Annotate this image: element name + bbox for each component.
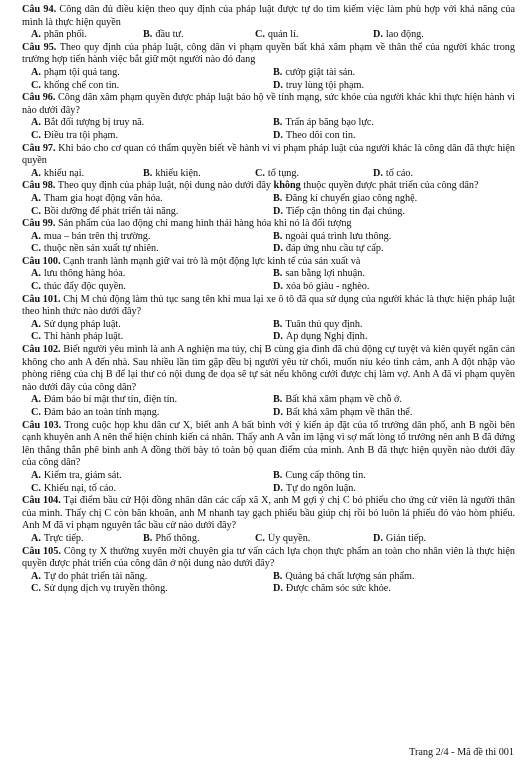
question-emphasis: không bbox=[273, 180, 301, 192]
question-block bbox=[22, 294, 515, 344]
answer-option bbox=[31, 483, 273, 496]
option-text: Phổ thông. bbox=[155, 532, 200, 544]
question-block bbox=[22, 420, 515, 496]
answer-option bbox=[31, 243, 273, 256]
option-text: phân phối. bbox=[43, 29, 87, 41]
option-letter: B. bbox=[273, 394, 283, 406]
question-block bbox=[22, 42, 515, 92]
answer-options bbox=[22, 394, 515, 419]
question-stem bbox=[22, 92, 515, 117]
answer-option bbox=[31, 268, 273, 281]
option-text: khiếu nại. bbox=[43, 167, 85, 179]
option-letter: D. bbox=[373, 532, 383, 544]
option-letter: B. bbox=[273, 268, 283, 280]
answer-option bbox=[31, 206, 273, 219]
question-stem bbox=[22, 495, 515, 533]
option-text: thuộc nền sản xuất tự nhiên. bbox=[43, 243, 159, 255]
option-text: Ủy quyền. bbox=[267, 532, 311, 544]
option-text: cướp giật tài sản. bbox=[285, 66, 356, 78]
answer-option bbox=[273, 483, 515, 496]
option-text: thúc đẩy độc quyền. bbox=[43, 281, 126, 293]
option-text: Thi hành pháp luật. bbox=[43, 331, 124, 343]
answer-options bbox=[22, 168, 515, 181]
option-letter: C. bbox=[31, 79, 41, 91]
option-text: Tự do ngôn luận. bbox=[285, 482, 356, 494]
question-text: Trong cuộc họp khu dân cư X, biết anh A bất bình với ý kiến áp đặt của tổ trưởng dân phố, anh B ngồi bên cạnh khuyên anh A nên thể hiện chính kiến cá nhân. Thấy anh A vẫn im lặng vì sợ mất lòng tổ trưởng nên anh B đã đứng lên thẳng thắn phê bình anh A đồng thời bày tỏ toàn bộ quan điểm của mình. Anh B đã thực hiện quyền nào dưới đây của công dân? bbox=[22, 419, 515, 469]
option-text: Đảm bảo bí mật thư tín, điện tín. bbox=[43, 394, 178, 406]
question-number: Câu 100. bbox=[22, 255, 61, 267]
answer-option bbox=[31, 394, 273, 407]
option-text: Sử dụng dịch vụ truyền thông. bbox=[43, 583, 168, 595]
question-block bbox=[22, 180, 515, 218]
option-letter: A. bbox=[31, 192, 41, 204]
option-letter: B. bbox=[273, 192, 283, 204]
question-stem bbox=[22, 4, 515, 29]
option-letter: B. bbox=[143, 29, 153, 41]
question-block bbox=[22, 495, 515, 545]
option-letter: B. bbox=[273, 230, 283, 242]
option-letter: B. bbox=[273, 66, 283, 78]
answer-option bbox=[373, 168, 515, 181]
answer-options bbox=[22, 67, 515, 92]
option-text: Cung cấp thông tin. bbox=[285, 469, 366, 481]
option-letter: A. bbox=[31, 29, 41, 41]
option-text: Bất khả xâm phạm về thân thể. bbox=[285, 407, 413, 418]
option-letter: C. bbox=[255, 532, 265, 544]
answer-option bbox=[255, 168, 373, 181]
option-letter: A. bbox=[31, 469, 41, 481]
option-text: Sử dụng pháp luật. bbox=[43, 318, 121, 330]
option-letter: C. bbox=[255, 167, 265, 179]
answer-option bbox=[31, 29, 143, 42]
question-number: Câu 95. bbox=[22, 41, 57, 53]
option-letter: C. bbox=[31, 129, 41, 141]
question-stem bbox=[22, 143, 515, 168]
answer-option bbox=[273, 319, 515, 332]
answer-option bbox=[273, 130, 515, 143]
option-letter: A. bbox=[31, 532, 41, 544]
option-text: xóa bỏ giàu - nghèo. bbox=[285, 281, 370, 293]
answer-option bbox=[273, 67, 515, 80]
question-number: Câu 103. bbox=[22, 419, 62, 431]
answer-option bbox=[273, 243, 515, 256]
answer-option bbox=[255, 29, 373, 42]
question-stem bbox=[22, 294, 515, 319]
question-stem bbox=[22, 344, 515, 394]
answer-option bbox=[31, 67, 273, 80]
option-letter: A. bbox=[31, 570, 41, 582]
answer-option bbox=[273, 394, 515, 407]
question-block bbox=[22, 218, 515, 256]
answer-option bbox=[273, 206, 515, 219]
answer-option bbox=[31, 533, 143, 546]
option-text: Theo dõi con tin. bbox=[285, 129, 356, 141]
option-letter: A. bbox=[31, 167, 41, 179]
option-text: Được chăm sóc sức khỏe. bbox=[285, 583, 391, 595]
question-text: Chị M chủ động làm thủ tục sang tên khi mua lại xe ô tô đã qua sử dụng của người khác là thực hiện pháp luật theo hình thức nào dưới đây? bbox=[22, 293, 516, 318]
option-text: lưu thông hàng hóa. bbox=[43, 268, 126, 280]
answer-option bbox=[273, 193, 515, 206]
answer-option bbox=[31, 407, 273, 420]
option-text: Đảm bảo an toàn tính mạng. bbox=[43, 407, 160, 418]
answer-option bbox=[255, 533, 373, 546]
question-number: Câu 94. bbox=[22, 4, 57, 15]
answer-option bbox=[273, 268, 515, 281]
option-letter: C. bbox=[31, 205, 41, 217]
answer-option bbox=[31, 193, 273, 206]
question-text: Theo quy định của pháp luật, nội dung nào dưới đây bbox=[57, 180, 274, 192]
answer-option bbox=[31, 571, 273, 584]
answer-options bbox=[22, 571, 515, 596]
option-text: Đăng kí chuyển giao công nghệ. bbox=[285, 192, 418, 204]
question-number: Câu 98. bbox=[22, 180, 56, 192]
answer-options bbox=[22, 29, 515, 42]
question-block bbox=[22, 4, 515, 42]
option-letter: B. bbox=[273, 318, 283, 330]
option-letter: A. bbox=[31, 117, 41, 129]
question-number: Câu 102. bbox=[22, 344, 61, 356]
question-block bbox=[22, 143, 515, 181]
option-letter: D. bbox=[373, 167, 383, 179]
option-letter: D. bbox=[273, 407, 283, 418]
option-letter: A. bbox=[31, 394, 41, 406]
option-letter: D. bbox=[273, 331, 283, 343]
answer-option bbox=[143, 168, 255, 181]
option-text: Tự do phát triển tài năng. bbox=[43, 570, 148, 582]
option-text: truy lùng tội phạm. bbox=[285, 79, 365, 91]
option-letter: B. bbox=[273, 117, 283, 129]
answer-options bbox=[22, 470, 515, 495]
option-text: Quảng bá chất lượng sản phẩm. bbox=[285, 570, 415, 582]
answer-option bbox=[31, 130, 273, 143]
option-letter: B. bbox=[273, 469, 283, 481]
option-letter: D. bbox=[273, 482, 283, 494]
option-letter: C. bbox=[31, 482, 41, 494]
option-text: đáp ứng nhu cầu tự cấp. bbox=[285, 243, 384, 255]
option-letter: C. bbox=[31, 281, 41, 293]
answer-option bbox=[373, 533, 515, 546]
question-text: Công ty X thường xuyên mời chuyên gia tư vấn cách lựa chọn thực phẩm an toàn cho nhân viên là thực hiện quyền được phát triển của công dân ở nội dung nào dưới đây? bbox=[22, 545, 515, 570]
answer-option bbox=[31, 331, 273, 344]
option-letter: B. bbox=[143, 167, 153, 179]
question-text: Tại điểm bầu cử Hội đồng nhân dân các cấp xã X, anh M gợi ý chị C bỏ phiếu cho ứng cử viên là người thân của mình. Thấy chị C còn băn khoăn, anh M nhanh tay gạch phiếu bầu giúp chị rồi bỏ luôn lá phiếu đó vào hòm phiếu. Anh M đã vi phạm nguyên tắc bầu cử nào dưới đây? bbox=[22, 495, 515, 532]
option-text: Bất khả xâm phạm về chỗ ở. bbox=[285, 394, 402, 406]
answer-option bbox=[273, 571, 515, 584]
answer-option bbox=[373, 29, 515, 42]
answer-option bbox=[273, 583, 515, 596]
answer-options bbox=[22, 117, 515, 142]
option-text: Trấn áp băng bạo lực. bbox=[285, 117, 374, 129]
question-text: Theo quy định của pháp luật, công dân vi phạm quyền bất khả xâm phạm về thân thể của người khác trong trường hợp tiến hành việc bắt giữ một người nào đó đang bbox=[22, 41, 515, 66]
question-block bbox=[22, 92, 515, 142]
option-letter: D. bbox=[273, 583, 283, 595]
answer-option bbox=[31, 168, 143, 181]
option-text: Kiểm tra, giám sát. bbox=[43, 469, 122, 481]
option-text: Gián tiếp. bbox=[385, 532, 427, 544]
answer-option bbox=[31, 117, 273, 130]
question-text: Công dân xâm phạm quyền được pháp luật bảo hộ về tính mạng, sức khỏe của người khác khi thực hiện hành vi nào dưới đây? bbox=[22, 92, 516, 116]
option-letter: C. bbox=[31, 331, 41, 343]
question-number: Câu 104. bbox=[22, 495, 61, 507]
answer-options bbox=[22, 319, 515, 344]
option-letter: C. bbox=[255, 29, 265, 41]
answer-option bbox=[273, 80, 515, 93]
option-text: san bằng lợi nhuận. bbox=[285, 268, 365, 280]
question-stem bbox=[22, 256, 515, 269]
option-letter: B. bbox=[273, 570, 283, 582]
option-text: Áp dụng Nghị định. bbox=[285, 331, 368, 343]
question-number: Câu 99. bbox=[22, 218, 56, 230]
answer-option bbox=[143, 533, 255, 546]
answer-option bbox=[31, 80, 273, 93]
answer-option bbox=[31, 319, 273, 332]
question-number: Câu 101. bbox=[22, 293, 61, 305]
option-letter: D. bbox=[273, 79, 283, 91]
question-block bbox=[22, 344, 515, 420]
option-text: tố tụng. bbox=[267, 167, 300, 179]
option-text: ngoài quá trình lưu thông. bbox=[285, 230, 392, 242]
answer-option bbox=[143, 29, 255, 42]
question-number: Câu 96. bbox=[22, 92, 56, 104]
answer-option bbox=[31, 583, 273, 596]
option-letter: A. bbox=[31, 66, 41, 78]
answer-option bbox=[273, 281, 515, 294]
question-block bbox=[22, 256, 515, 294]
question-stem bbox=[22, 42, 515, 67]
question-stem bbox=[22, 180, 515, 193]
option-text: Khiếu nại, tố cáo. bbox=[43, 482, 117, 494]
question-number: Câu 105. bbox=[22, 545, 61, 557]
option-letter: C. bbox=[31, 407, 41, 418]
answer-option bbox=[273, 117, 515, 130]
question-text: Cạnh tranh lành mạnh giữ vai trò là một động lực kinh tế của sản xuất và bbox=[63, 255, 361, 267]
option-text: Trực tiếp. bbox=[43, 532, 84, 544]
option-letter: C. bbox=[31, 243, 41, 255]
option-text: Bồi dưỡng để phát triển tài năng. bbox=[43, 205, 179, 217]
option-letter: D. bbox=[373, 29, 383, 41]
answer-option bbox=[273, 231, 515, 244]
option-letter: A. bbox=[31, 230, 41, 242]
question-number: Câu 97. bbox=[22, 142, 56, 154]
answer-option bbox=[273, 470, 515, 483]
answer-option bbox=[273, 331, 515, 344]
option-letter: D. bbox=[273, 243, 283, 255]
question-text: Công dân đủ điều kiện theo quy định của pháp luật được tự do tìm kiếm việc làm phù hợp với khả năng của mình là thực hiện quyền bbox=[22, 4, 516, 28]
option-text: phạm tội quả tang. bbox=[43, 66, 120, 78]
option-letter: B. bbox=[143, 532, 153, 544]
question-text: Khi báo cho cơ quan có thẩm quyền biết về hành vi vi phạm pháp luật của người khác là công dân đã thực hiện quyền bbox=[22, 142, 516, 167]
option-text: Tham gia hoạt động văn hóa. bbox=[43, 192, 163, 204]
question-stem bbox=[22, 218, 515, 231]
option-text: Tuân thủ quy định. bbox=[285, 318, 363, 330]
option-letter: A. bbox=[31, 318, 41, 330]
answer-options bbox=[22, 193, 515, 218]
answer-option bbox=[273, 407, 515, 420]
option-letter: D. bbox=[273, 205, 283, 217]
question-text: Sản phẩm của lao động chỉ mang hình thái hàng hóa khi nó là đối tượng bbox=[57, 218, 352, 230]
option-text: tố cáo. bbox=[385, 167, 414, 179]
option-text: Điều tra tội phạm. bbox=[43, 129, 119, 141]
answer-option bbox=[31, 231, 273, 244]
answer-options bbox=[22, 231, 515, 256]
page-footer: Trang 2/4 - Mã đề thi 001 bbox=[409, 747, 514, 759]
option-letter: A. bbox=[31, 268, 41, 280]
option-letter: D. bbox=[273, 281, 283, 293]
option-text: khống chế con tin. bbox=[43, 79, 120, 91]
answer-options bbox=[22, 268, 515, 293]
question-block bbox=[22, 546, 515, 596]
option-text: mua – bán trên thị trường. bbox=[43, 230, 151, 242]
option-text: Bắt đối tượng bị truy nã. bbox=[43, 117, 145, 129]
option-letter: C. bbox=[31, 583, 41, 595]
option-text: Tiếp cận thông tin đại chúng. bbox=[285, 205, 405, 217]
answer-option bbox=[31, 470, 273, 483]
answer-option bbox=[31, 281, 273, 294]
option-text: quản lí. bbox=[267, 29, 299, 41]
question-text: thuộc quyền được phát triển của công dân? bbox=[300, 180, 479, 192]
option-letter: D. bbox=[273, 129, 283, 141]
question-stem bbox=[22, 546, 515, 571]
option-text: khiếu kiện. bbox=[155, 167, 201, 179]
answer-options bbox=[22, 533, 515, 546]
question-text: Biết người yêu mình là anh A nghiện ma túy, chị B cùng gia đình đã chủ động cự tuyệt và kiên quyết ngăn cản không cho anh A đến nhà. Sau nhiều lần tìm gặp đều bị người yêu từ chối, muốn níu kéo tình cảm, anh A đột nhập vào phòng riêng của chị B để lại thư có nội dung đe dọa sẽ tự sát nếu không cưới được chị làm vợ. Anh A đã vi phạm quyền nào dưới đây của công dân? bbox=[22, 344, 516, 393]
question-stem bbox=[22, 420, 515, 470]
option-text: lao động. bbox=[385, 29, 424, 41]
option-text: đầu tư. bbox=[155, 29, 184, 41]
